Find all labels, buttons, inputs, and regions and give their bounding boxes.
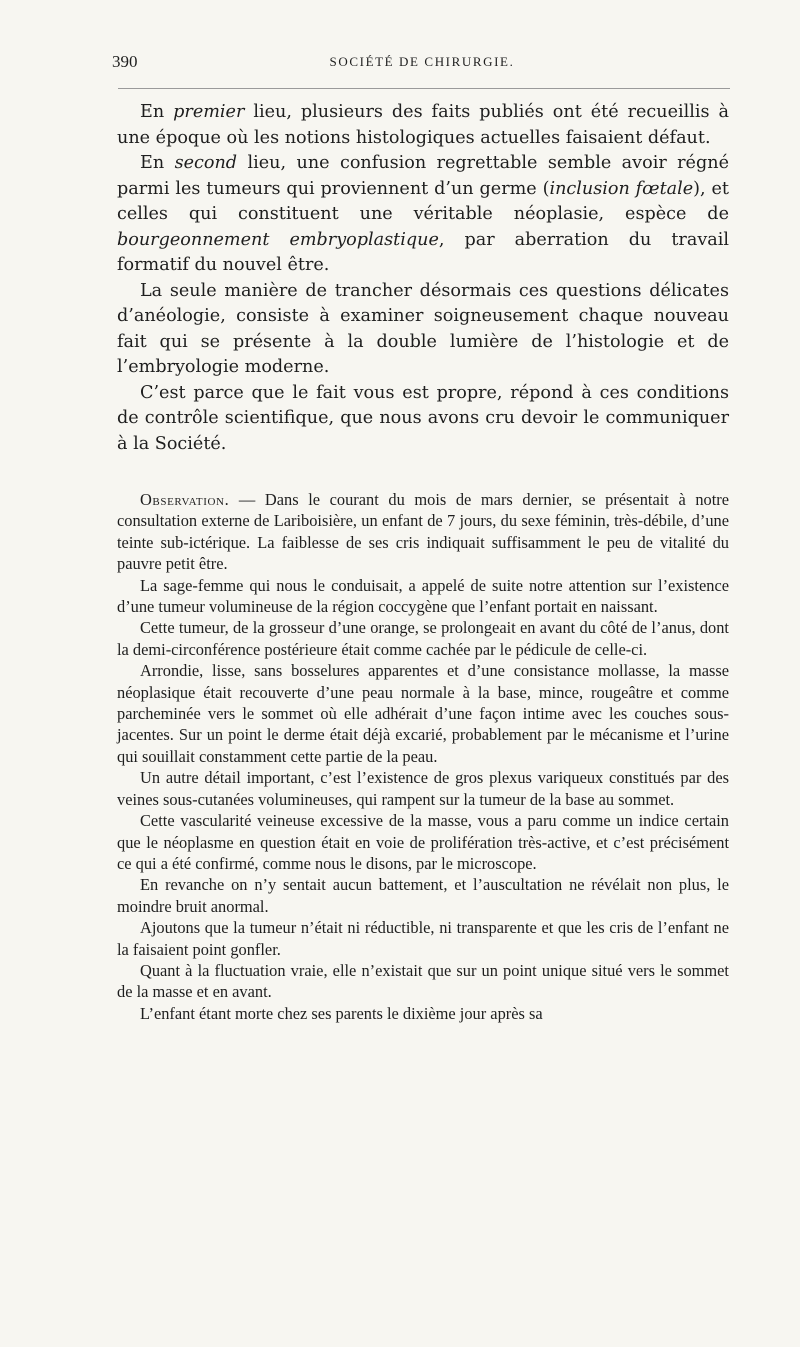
observation-paragraph: L’enfant étant morte chez ses parents le dixième jour après sa — [140, 1003, 543, 1023]
observation-section — [117, 489, 729, 1024]
lead-paragraph: La seule manière de trancher désormais ces questions délicates d’anéologie, consiste à examiner soigneusement chaque nouveau fait qui se présente à la double lumière de l’histologie et de l’embryologie moderne. — [117, 280, 729, 377]
observation-paragraph: Ajoutons que la tumeur n’était ni réductible, ni transparente et que les cris de l’enfant ne la faisaient point gonfler. — [117, 918, 729, 959]
observation-paragraph: Arrondie, lisse, sans bosselures apparentes et d’une consistance mollasse, la masse néoplasique était recouverte d’une peau normale à la base, mince, rougeâtre et comme parcheminée vers le sommet où elle adhérait d’une façon intime avec les couches sous-jacentes. Sur un point le derme était déjà excarié, probablement par le mécanisme et l’urine qui souillait constamment cette partie de la peau. — [117, 661, 729, 766]
lead-paragraph: En premier lieu, plusieurs des faits publiés ont été recueillis à une époque où les notions histologiques actuelles faisaient défaut. — [117, 102, 729, 148]
observation-paragraph: En revanche on n’y sentait aucun battement, et l’auscultation ne révélait non plus, le moindre bruit anormal. — [117, 875, 729, 916]
observation-paragraph: Cette vascularité veineuse excessive de la masse, vous a paru comme un indice certain que le néoplasme en question était en voie de prolifération très-active, et c’est précisément ce qui a été confirmé, comme nous le disons, par le microscope. — [117, 811, 729, 873]
observation-label: Observation. — [140, 490, 230, 509]
page-header — [112, 52, 732, 78]
lead-paragraph: C’est parce que le fait vous est propre, répond à ces conditions de contrôle scientifique, que nous avons cru devoir le communiquer à la Société. — [117, 382, 729, 454]
observation-paragraph: Observation. — Dans le courant du mois de mars dernier, se présentait à notre consultation externe de Lariboisière, un enfant de 7 jours, du sexe féminin, très-débile, d’une teinte sub-ictérique. La faiblesse de ses cris indiquait suffisamment le peu de vitalité du pauvre petit être. — [117, 490, 729, 574]
observation-paragraph: Quant à la fluctuation vraie, elle n’existait que sur un point unique situé vers le sommet de la masse et en avant. — [117, 960, 729, 1002]
lead-section — [117, 100, 729, 457]
running-title: SOCIÉTÉ DE CHIRURGIE. — [329, 54, 515, 69]
header-rule — [118, 88, 730, 89]
observation-paragraph: Cette tumeur, de la grosseur d’une orange, se prolongeait en avant du côté de l’anus, dont la demi-circonférence postérieure était comme cachée par le pédicule de celle-ci. — [117, 618, 729, 659]
page-number: 390 — [112, 52, 138, 71]
lead-paragraph: En second lieu, une confusion regrettable semble avoir régné parmi les tumeurs qui proviennent d’un germe (inclusion fœtale), et celles qui constituent une véritable néoplasie, espèce de bourgeonnement embryoplastique, par aberration du travail formatif du nouvel être. — [117, 153, 729, 275]
observation-paragraph: Un autre détail important, c’est l’existence de gros plexus variqueux constitués par des veines sous-cutanées volumineuses, qui rampent sur la tumeur de la base au sommet. — [117, 768, 729, 809]
observation-paragraph: La sage-femme qui nous le conduisait, a appelé de suite notre attention sur l’existence d’une tumeur volumineuse de la région coccygène que l’enfant portait en naissant. — [117, 575, 729, 617]
